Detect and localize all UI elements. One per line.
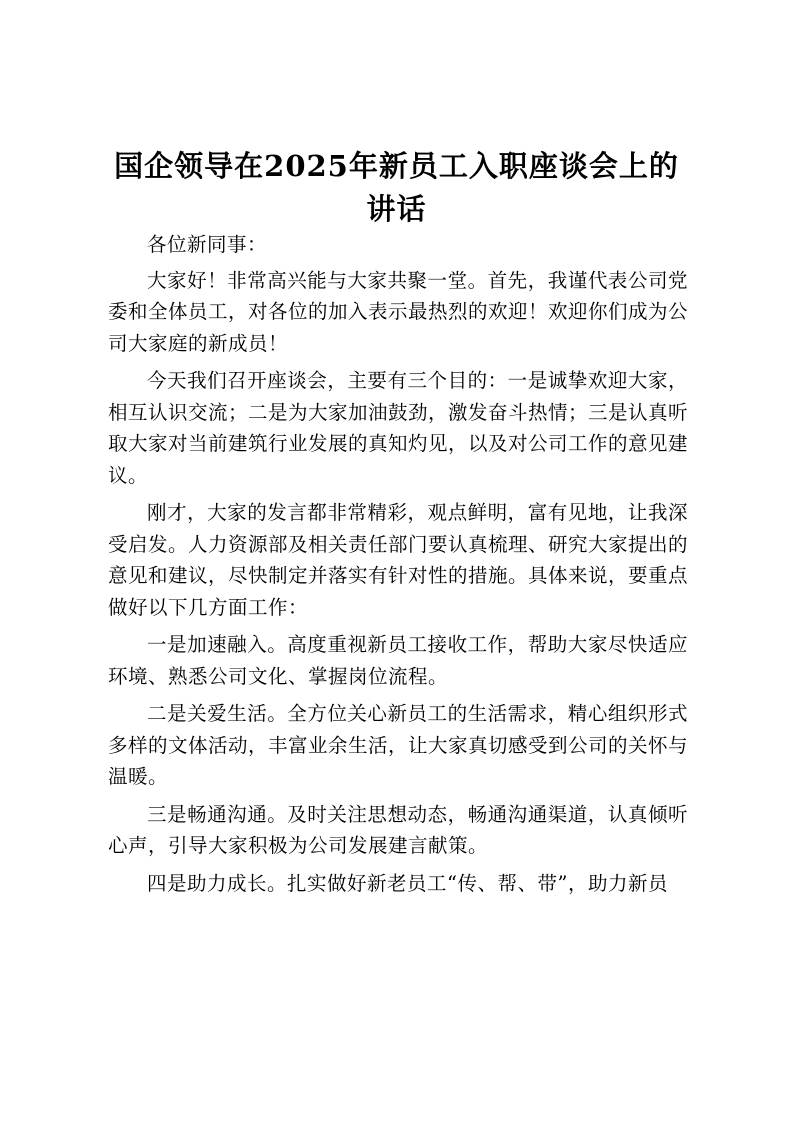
salutation: 各位新同事：	[147, 233, 268, 256]
paragraph-feedback: 刚才，大家的发言都非常精彩，观点鲜明，富有见地，让我深受启发。人力资源部及相关责任部门要认真梳理、研究大家提出的意见和建议，尽快制定并落实有针对性的措施。具体来说，要重点做好以下几方面工作：	[108, 501, 689, 619]
document-body	[108, 229, 688, 899]
paragraph-point-four: 四是助力成长。扎实做好新老员工“传、帮、带”，助力新员	[147, 871, 668, 895]
paragraph-point-one: 一是加速融入。高度重视新员工接收工作，帮助大家尽快适应环境、熟悉公司文化、掌握岗位流程。	[108, 633, 688, 688]
paragraph-point-two: 二是关爱生活。全方位关心新员工的生活需求，精心组织形式多样的文体活动，丰富业余生活，让大家真切感受到公司的关怀与温暖。	[108, 702, 689, 788]
document-title: 国企领导在2025年新员工入职座谈会上的讲话	[114, 149, 679, 226]
paragraph-point-three: 三是畅通沟通。及时关注思想动态，畅通沟通渠道，认真倾听心声，引导大家积极为公司发展建言献策。	[108, 802, 688, 857]
paragraph-greeting: 大家好！非常高兴能与大家共聚一堂。首先，我谨代表公司党委和全体员工，对各位的加入表示最热烈的欢迎！欢迎你们成为公司大家庭的新成员！	[108, 268, 689, 355]
paragraph-purpose: 今天我们召开座谈会，主要有三个目的：一是诚挚欢迎大家，相互认识交流；二是为大家加油鼓劲，激发奋斗热情；三是认真听取大家对当前建筑行业发展的真知灼见，以及对公司工作的意见建议。	[108, 369, 689, 487]
